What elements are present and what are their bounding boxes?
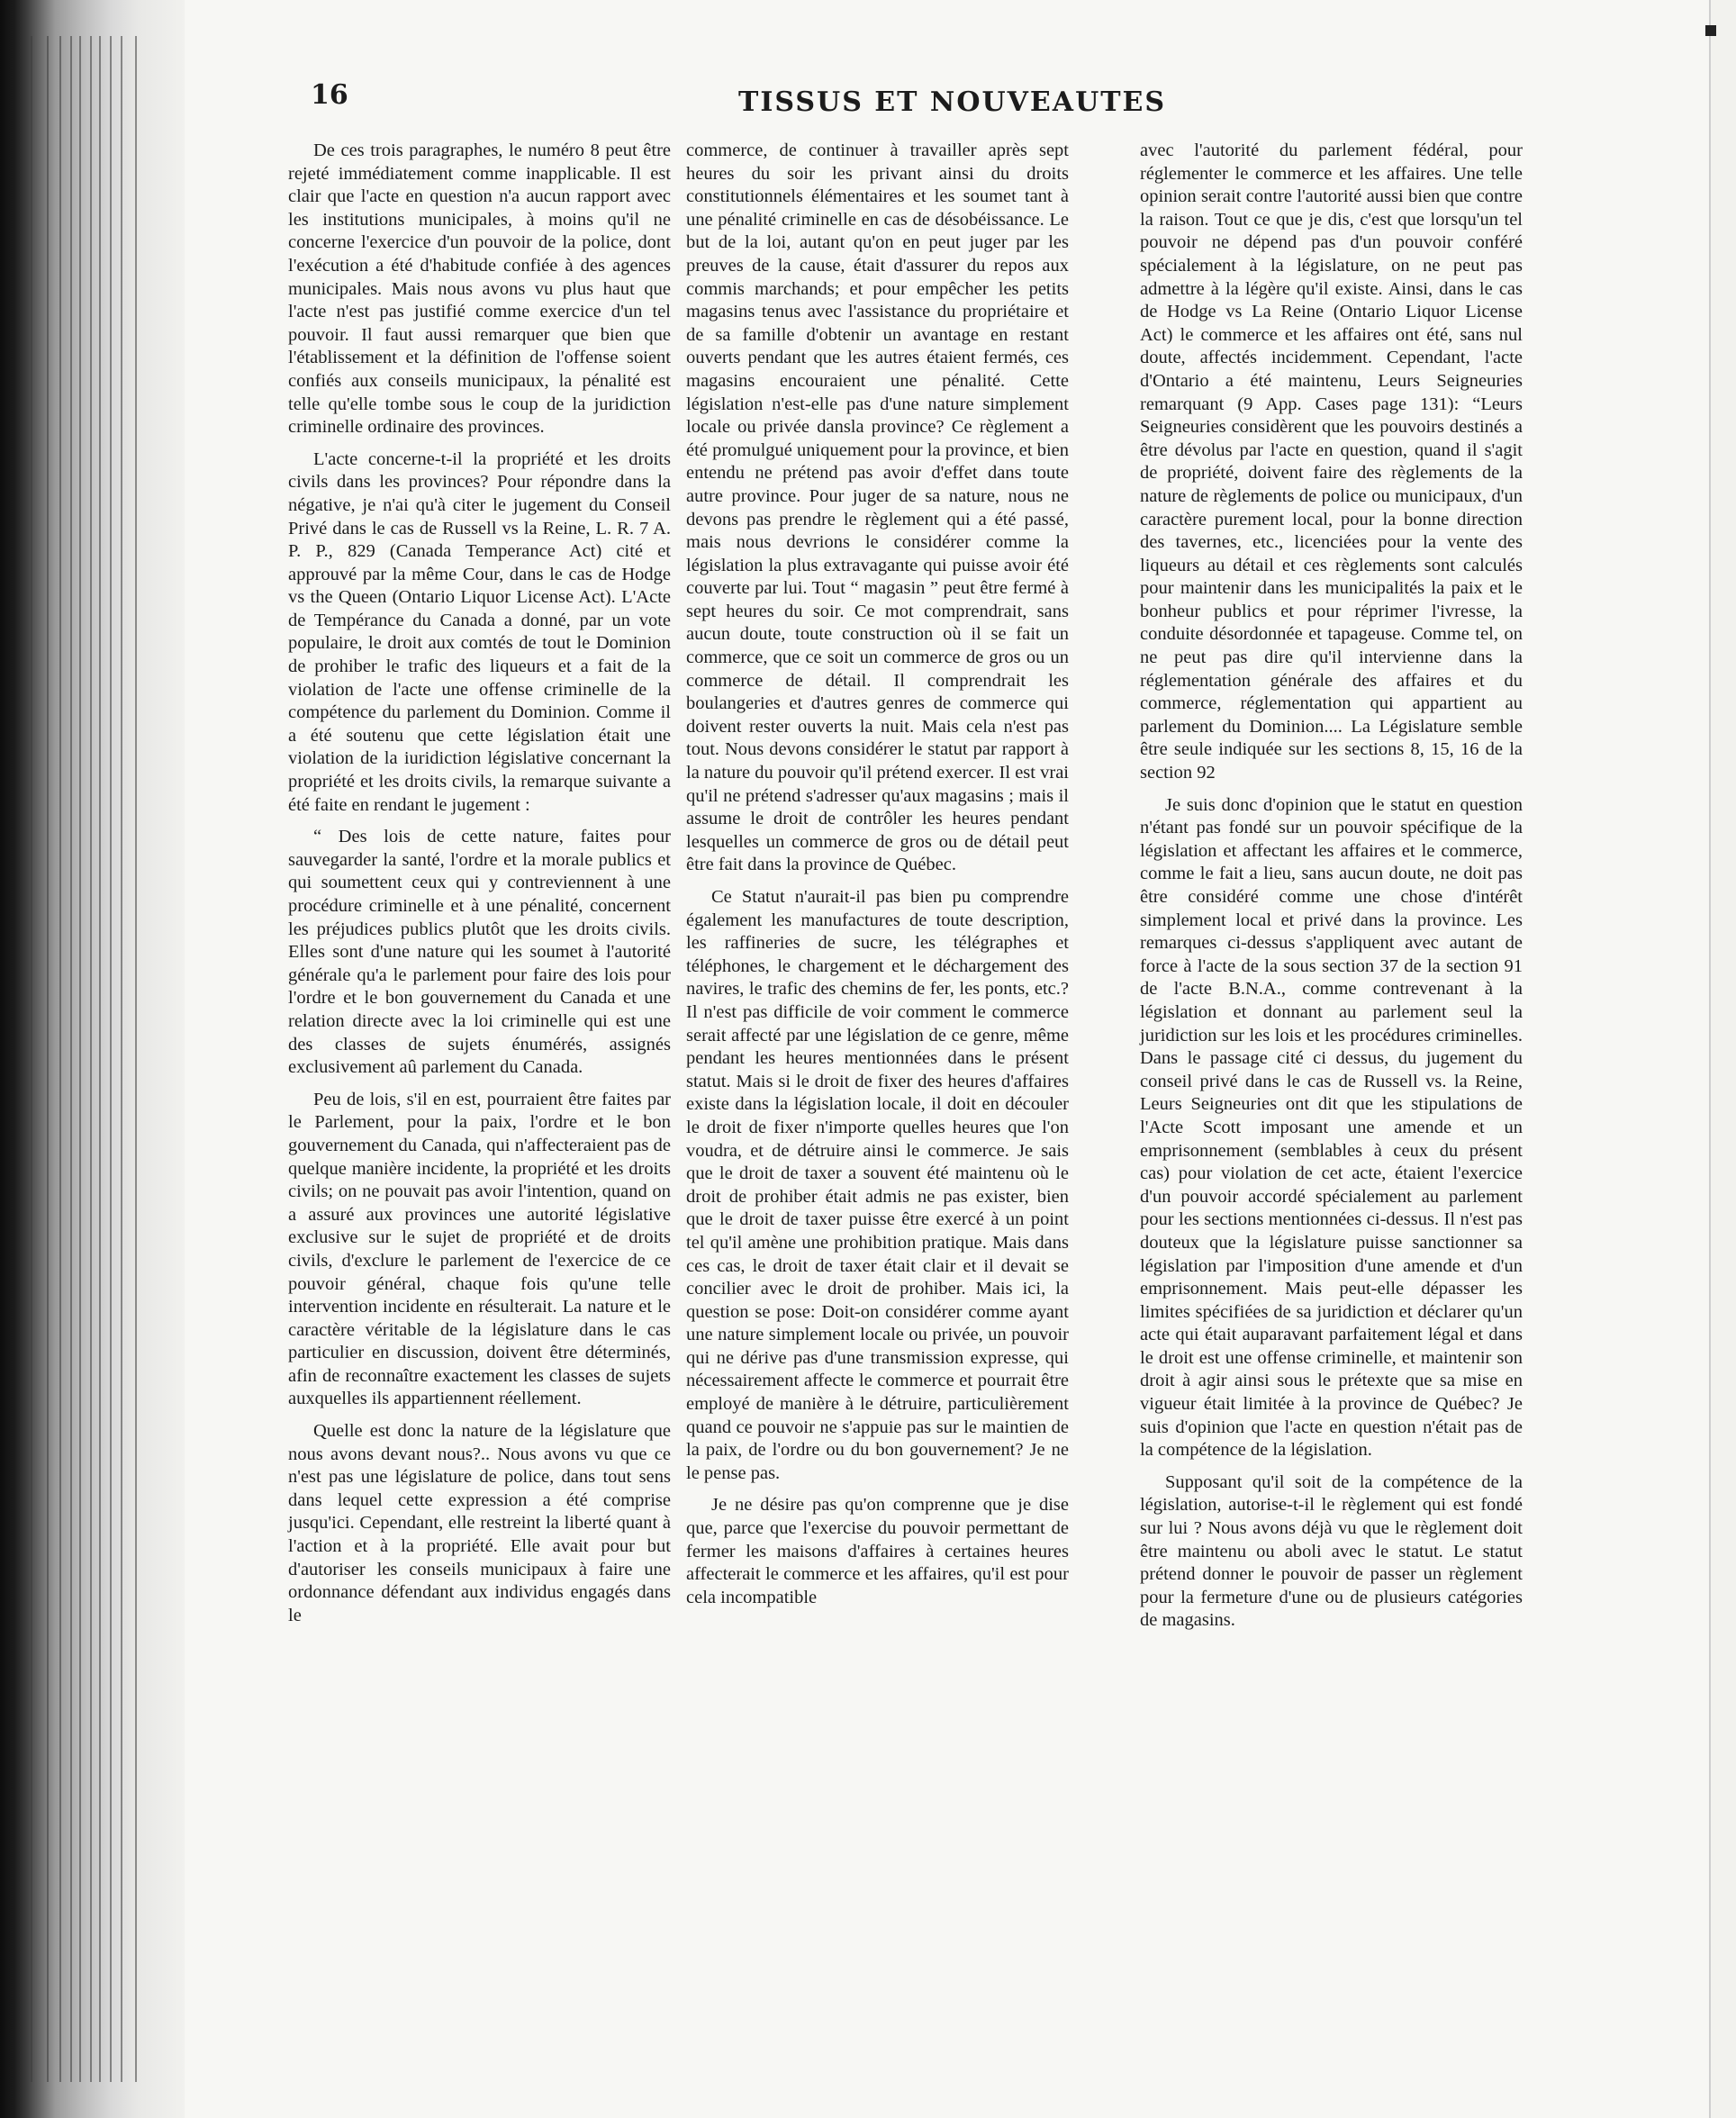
text-column-1 bbox=[288, 140, 671, 1627]
paragraph: Peu de lois, s'il en est, pourraient être faites par le Parlement, pour la paix, l'ordre et le bon gouvernement du Canada, qui n'affecteraient pas de quelque manière incidente, la propriété et les droits civils; on ne pouvait pas avoir l'intention, quand on a assuré aux provinces une autorité législative exclusive sur le sujet de propriété et de droits civils, d'exclure le parlement de l'exercice de ce pouvoir général, chaque fois qu'une telle intervention incidente en résulterait. La nature et le caractère véritable de la législature dans le cas particulier en discussion, doivent être déterminés, afin de reconnaître exactement les classes de sujets auxquelles ils appartiennent réellement. bbox=[288, 1089, 671, 1409]
text-column-2 bbox=[686, 140, 1069, 1609]
scan-mark bbox=[1705, 25, 1716, 36]
page-title: TISSUS ET NOUVEAUTES bbox=[738, 86, 1167, 118]
text-column-3 bbox=[1140, 140, 1523, 1633]
paragraph: “ Des lois de cette nature, faites pour sauvegarder la santé, l'ordre et la morale publics et qui soumettent ceux qui y contreviennent à une procédure criminelle et à une pénalité, concernent les préjudices publics plutôt que les droits civils. Elles sont d'une nature qui les soumet à l'autorité générale qu'a le parlement pour faire des lois pour l'ordre et le bon gouvernement du Canada et une relation directe avec la loi criminelle qui est une des classes de sujets énumérés, assignés exclusivement aû parlement du Canada. bbox=[288, 827, 671, 1078]
paragraph: L'acte concerne-t-il la propriété et les droits civils dans les provinces? Pour répondre dans la négative, je n'ai qu'à citer le jugement du Conseil Privé dans le cas de Russell vs la Reine, L. R. 7 A. P. P., 829 (Canada Temperance Act) cité et approuvé par la même Cour, dans le cas de Hodge vs the Queen (Ontario Liquor License Act). L'Acte de Tempérance du Canada a donné, par un vote populaire, le droit aux comtés de tout le Dominion de prohiber le trafic des liqueurs et a fait de la violation de l'acte une offense criminelle de la compétence du parlement du Dominion. Comme il a été soutenu que cette législation était une violation de la iuridiction législative concernant la propriété et les droits civils, la remarque suivante a été faite en rendant le jugement : bbox=[288, 448, 671, 815]
paragraph: Ce Statut n'aurait-il pas bien pu comprendre également les manufactures de toute description, les raffineries de sucre, les télégraphes et téléphones, le chargement et le déchargement des navires, le trafic des chemins de fer, les ponts, etc.? Il n'est pas difficile de voir comment le commerce serait affecté par une législation de ce genre, même pendant les heures mentionnées dans le présent statut. Mais si le droit de fixer des heures d'affaires existe dans la législation locale, il doit en découler le droit de fixer n'importe quelles heures que l'on voudra, et de détruire ainsi le commerce. Je sais que le droit de taxer a souvent été maintenu où le droit de prohiber était admis ne pas exister, bien que le droit de taxer puisse être exercé à un point tel qu'il amène une prohibition pratique. Mais dans ces cas, le droit de taxer était clair et il devait se concilier avec le droit de prohiber. Mais ici, la question se pose: Doit-on considérer comme ayant une nature simplement locale ou privée, un pouvoir qui ne dérive pas d'une transmission expresse, qui nécessairement affecte le commerce et pourrait être employé de manière à le détruire, particulièrement quand ce pouvoir ne s'appuie pas sur le maintien de la paix, de l'ordre ou du bon gouvernement? Je ne le pense pas. bbox=[686, 887, 1069, 1483]
paragraph: Supposant qu'il soit de la compétence de la législation, autorise-t-il le règlement qui est fondé sur lui ? Nous avons déjà vu que le règlement doit être maintenu ou aboli avec le statut. Le statut prétend donner le pouvoir de passer un règlement pour la fermeture d'une ou de plusieurs catégories de magasins. bbox=[1140, 1471, 1523, 1631]
paragraph: Je suis donc d'opinion que le statut en question n'étant pas fondé sur un pouvoir spécifique de la législation et affectant les affaires et le commerce, comme le fait a lieu, sans aucun doute, ne doit pas être considéré comme une chose d'intérêt simplement local et privé dans la province. Les remarques ci-dessus s'appliquent avec autant de force à l'acte de la sous section 37 de la section 91 de l'acte B.N.A., comme contrevenant à la législation et donnant au parlement seul la juridiction sur les lois et les procédures criminelles. Dans le passage cité ci dessus, du jugement du conseil privé dans le cas de Russell vs. la Reine, Leurs Seigneuries ont dit que les stipulations de l'Acte Scott imposant une amende et un emprisonnement (semblables à ceux du présent cas) pour violation de cet acte, étaient l'exercice d'un pouvoir accordé spécialement au parlement pour les sections mentionnées ci-dessus. Il n'est pas douteux que la législature puisse sanctionner sa législation par l'imposition d'une amende et d'un emprisonnement. Mais peut-elle dépasser les limites spécifiées de sa juridiction et déclarer qu'un acte qui était auparavant parfaitement légal et dans le droit est une offense criminelle, et maintenir son droit à agir ainsi sous le prétexte que sa mise en vigueur était limitée à la province de Québec? Je suis d'opinion que l'acte en question n'était pas de la compétence de la législation. bbox=[1140, 794, 1523, 1461]
book-spine bbox=[0, 0, 185, 2118]
paragraph: De ces trois paragraphes, le numéro 8 peut être rejeté immédiatement comme inapplicable. Il est clair que l'acte en question n'a aucun rapport avec les institutions municipales, à moins qu'il ne concerne l'exercice d'un pouvoir de la police, dont l'exécution a été d'habitude confiée à des agences municipales. Mais nous avons vu plus haut que l'acte n'est pas justifié comme exercice d'un tel pouvoir. Il faut aussi remarquer que bien que l'établissement et la définition de l'offense soient confiés aux conseils municipaux, la pénalité est telle qu'elle tombe sous le coup de la juridiction criminelle ordinaire des provinces. bbox=[288, 140, 671, 438]
paragraph: avec l'autorité du parlement fédéral, pour réglementer le commerce et les affaires. Une telle opinion serait contre l'autorité aussi bien que contre la raison. Tout ce que je dis, c'est que lorsqu'un tel pouvoir ne dépend pas d'un pouvoir conféré spécialement à la législature, on ne peut pas admettre à la légère qu'il existe. Ainsi, dans le cas de Hodge vs La Reine (Ontario Liquor License Act) le commerce et les affaires ont été, sans nul doute, affectés incidemment. Cependant, l'acte d'Ontario a été maintenu, Leurs Seigneuries remarquant (9 App. Cases page 131): “Leurs Seigneuries considèrent que les pouvoirs destinés a être dévolus par l'acte en question, quand il s'agit de propriété, doivent faire des règlements de la nature de règlements de police ou municipaux, d'un caractère purement local, pour la bonne direction des tavernes, etc., licenciées pour la vente des liqueurs au détail et ces règlements sont calculés pour maintenir dans les municipalités la paix et le bonheur publics et pour réprimer l'ivresse, la conduite désordonnée et tapageuse. Comme tel, on ne peut pas dire qu'il intervienne dans la réglementation générale des affaires et du commerce, réglementation qui appartient au parlement du Dominion.... La Législature semble être seule indiquée sur les sections 8, 15, 16 de la section 92 bbox=[1140, 140, 1523, 783]
paragraph: commerce, de continuer à travailler après sept heures du soir les privant ainsi du droits constitutionnels élémentaires et les soumet tant à une pénalité criminelle en cas de désobéissance. Le but de la loi, autant qu'on en peut juger par les preuves de la cause, était d'assurer du repos aux commis marchands; et pour empêcher les petits magasins tenus avec l'assistance du propriétaire et de sa famille d'obtenir un avantage en restant ouverts pendant que les autres étaient fermés, ces magasins encouraient une pénalité. Cette législation n'est-elle pas d'une nature simplement locale ou privée dansla province? Ce règlement a été promulgué uniquement pour la province, et bien entendu ne prétend pas avoir d'effet dans toute autre province. Pour juger de sa nature, nous ne devons pas prendre le règlement qui a été passé, mais nous devrions le considérer comme la législation la plus extravagante qui puisse avoir été couverte par lui. Tout “ magasin ” peut être fermé à sept heures du soir. Ce mot comprendrait, sans aucun doute, toute construction où il se fait un commerce, que ce soit un commerce de gros ou un commerce de détail. Il comprendrait les boulangeries et d'autres genres de commerce qui doivent rester ouverts la nuit. Mais cela n'est pas tout. Nous devons considérer le statut par rapport à la nature du pouvoir qu'il prétend exercer. Il est vrai qu'il ne prétend s'adresser qu'aux magasins ; mais il assume le droit de contrôler les heures pendant lesquelles un commerce de gros ou de détail peut être fait dans la province de Québec. bbox=[686, 140, 1069, 875]
paragraph: Quelle est donc la nature de la législature que nous avons devant nous?.. Nous avons vu que ce n'est pas une législature de police, dans tout sens dans lequel cette expression a été comprise jusqu'ici. Cependant, elle restreint la liberté quant à l'action et à la propriété. Elle avait pour but d'autoriser les conseils municipaux à faire une ordonnance défendant aux individus engagés dans le bbox=[288, 1421, 671, 1625]
page-edge bbox=[1709, 0, 1736, 2118]
page-number: 16 bbox=[311, 79, 348, 111]
paragraph: Je ne désire pas qu'on comprenne que je dise que, parce que l'exercise du pouvoir permettant de fermer les maisons d'affaires à certaines heures affecterait le commerce et les affaires, qu'il est pour cela incompatible bbox=[686, 1495, 1069, 1607]
